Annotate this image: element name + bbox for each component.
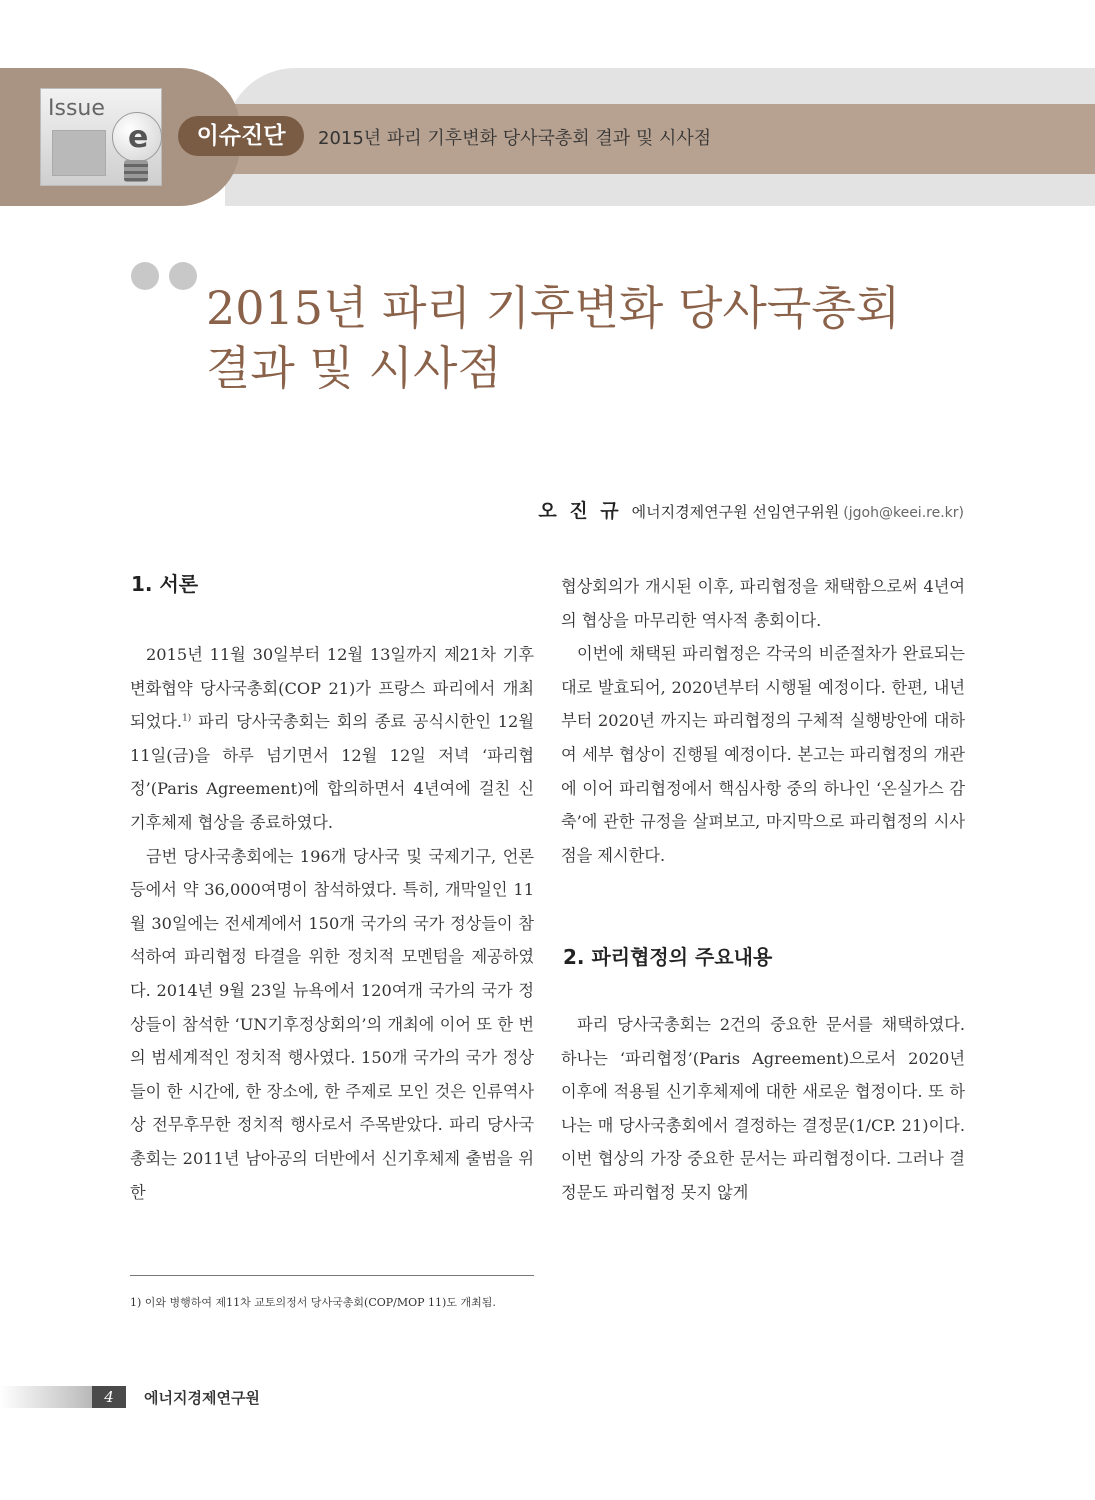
right-column-section-2 xyxy=(561,1008,965,1210)
right-column xyxy=(561,570,965,872)
section-tag: 이슈진단 xyxy=(178,116,304,156)
footnote-ref: 1) xyxy=(182,713,192,724)
paragraph-text: 파리 당사국총회는 회의 종료 공식시한인 12월 11일(금)을 하루 넘기면서 12월 12일 저녁 ‘파리협정’(Paris Agreement)에 합의하면서 4년여에 걸친 신기후체제 협상을 종료하였다. xyxy=(130,712,534,832)
title-line-1: 2015년 파리 기후변화 당사국총회 xyxy=(206,281,901,335)
author-email: (jgoh@keei.re.kr) xyxy=(843,505,964,521)
section-2-heading: 2. 파리협정의 주요내용 xyxy=(563,945,773,969)
title-line-2: 결과 및 시사점 xyxy=(206,341,502,395)
title-dot-icon xyxy=(169,262,197,290)
issue-logo-square xyxy=(52,130,106,176)
header-title: 2015년 파리 기후변화 당사국총회 결과 및 시사점 xyxy=(318,128,712,149)
paragraph: 금번 당사국총회에는 196개 당사국 및 국제기구, 언론 등에서 약 36,000여명이 참석하였다. 특히, 개막일인 11월 30일에는 전세계에서 150개 국가의 국가 정상들이 참석하여 파리협정 타결을 위한 정치적 모멘텀을 제공하였다. 2014년 9월 23일 뉴욕에서 120여개 국가의 국가 정상들이 참석한 ‘UN기후정상회의’의 개최에 이어 또 한 번의 범세계적인 정치적 행사였다. 150개 국가의 국가 정상들이 한 시간에, 한 장소에, 한 주제로 모인 것은 인류역사상 전무후무한 정치적 행사로서 주목받았다. 파리 당사국총회는 2011년 남아공의 더반에서 신기후체제 출범을 위한 xyxy=(130,846,534,1202)
bulb-letter: e xyxy=(128,120,149,155)
footer-org: 에너지경제연구원 xyxy=(144,1389,260,1407)
left-column xyxy=(130,638,534,1209)
page-number: 4 xyxy=(92,1386,126,1408)
paragraph-text: 2015년 11월 30일부터 12월 13일까지 제21차 기후변화협약 당사국총회(COP 21)가 프랑스 파리에서 개최되었다. xyxy=(130,645,534,732)
footnote: 1) 이와 병행하여 제11차 교토의정서 당사국총회(COP/MOP 11)도 개최됨. xyxy=(130,1296,496,1309)
page-title xyxy=(206,278,900,398)
issue-label: Issue xyxy=(48,96,105,121)
title-dot-icon xyxy=(131,262,159,290)
paragraph: 협상회의가 개시된 이후, 파리협정을 채택함으로써 4년여의 협상을 마무리한 역사적 총회이다. xyxy=(561,577,965,630)
section-1-heading: 1. 서론 xyxy=(131,572,199,596)
footnote-divider xyxy=(130,1275,534,1276)
paragraph: 이번에 채택된 파리협정은 각국의 비준절차가 완료되는 대로 발효되어, 2020년부터 시행될 예정이다. 한편, 내년부터 2020년 까지는 파리협정의 구체적 실행방안에 대하여 세부 협상이 진행될 예정이다. 본고는 파리협정의 개관에 이어 파리협정에서 핵심사항 중의 하나인 ‘온실가스 감축’에 관한 규정을 살펴보고, 마지막으로 파리협정의 시사점을 제시한다. xyxy=(561,644,965,865)
lightbulb-base-icon xyxy=(124,160,148,182)
paragraph: 파리 당사국총회는 2건의 중요한 문서를 채택하였다. 하나는 ‘파리협정’(Paris Agreement)으로서 2020년 이후에 적용될 신기후체제에 대한 새로운 협정이다. 또 하나는 매 당사국총회에서 결정하는 결정문(1/CP. 21)이다. 이번 협상의 가장 중요한 문서는 파리협정이다. 그러나 결정문도 파리협정 못지 않게 xyxy=(561,1015,965,1202)
author-line xyxy=(538,496,964,523)
author-affiliation: 에너지경제연구원 선임연구위원 xyxy=(631,503,840,521)
paragraph xyxy=(130,638,534,840)
author-name: 오 진 규 xyxy=(538,500,622,522)
